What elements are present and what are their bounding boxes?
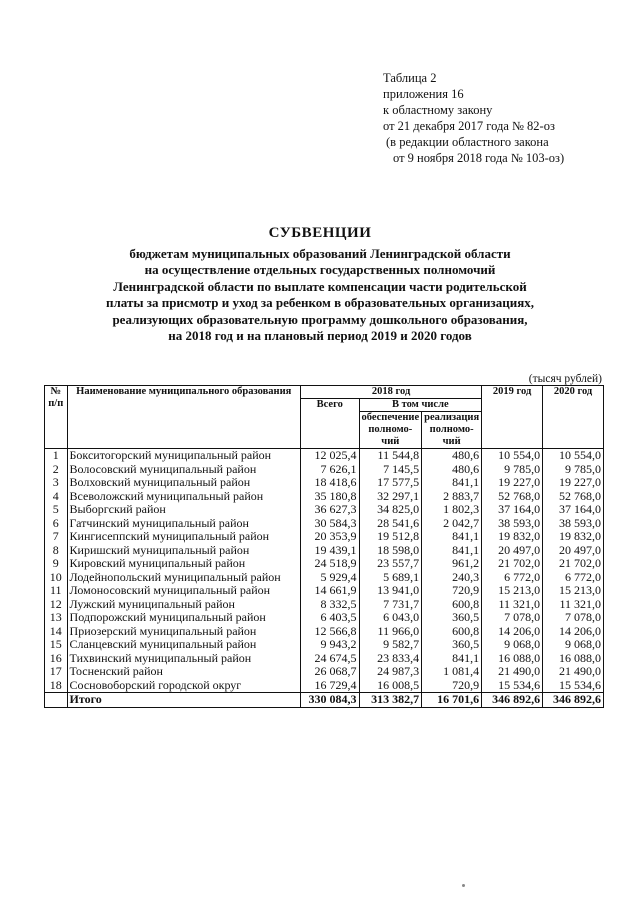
row-number: 15 xyxy=(45,638,68,652)
year-2019-cell: 16 088,0 xyxy=(482,652,543,666)
total-2018-cell: 14 661,9 xyxy=(300,584,359,598)
implementation-cell: 2 042,7 xyxy=(422,517,482,531)
year-2020-cell: 10 554,0 xyxy=(543,449,604,463)
total-2018-cell: 19 439,1 xyxy=(300,544,359,558)
implementation-cell: 2 883,7 xyxy=(422,490,482,504)
table-row xyxy=(45,476,604,490)
year-2020-cell: 9 068,0 xyxy=(543,638,604,652)
heading-line: платы за присмотр и уход за ребенком в образовательных организациях, xyxy=(106,295,534,310)
provision-cell: 7 145,5 xyxy=(359,463,422,477)
total-row xyxy=(45,693,604,708)
heading-line: Ленинградской области по выплате компенсации части родительской xyxy=(113,278,527,294)
year-2019-cell: 10 554,0 xyxy=(482,449,543,463)
year-2020-cell: 37 164,0 xyxy=(543,503,604,517)
header-year-2019: 2019 год xyxy=(482,386,543,449)
heading-line: бюджетам муниципальных образований Ленинградской области xyxy=(129,245,511,261)
table-row xyxy=(45,517,604,531)
provision-cell: 13 941,0 xyxy=(359,584,422,598)
total-2018-cell: 9 943,2 xyxy=(300,638,359,652)
row-number: 18 xyxy=(45,679,68,693)
implementation-cell: 1 802,3 xyxy=(422,503,482,517)
appendix-line: от 21 декабря 2017 года № 82-оз xyxy=(383,119,555,133)
heading-line: на 2018 год и на плановый период 2019 и 2020 годов xyxy=(168,328,472,343)
row-number: 11 xyxy=(45,584,68,598)
year-2019-cell: 9 068,0 xyxy=(482,638,543,652)
total-2020: 346 892,6 xyxy=(543,693,604,708)
table-row xyxy=(45,652,604,666)
provision-cell: 18 598,0 xyxy=(359,544,422,558)
year-2019-cell: 15 534,6 xyxy=(482,679,543,693)
implementation-cell: 1 081,4 xyxy=(422,665,482,679)
table-row xyxy=(45,557,604,571)
row-number: 16 xyxy=(45,652,68,666)
provision-cell: 11 544,8 xyxy=(359,449,422,463)
table-row xyxy=(45,638,604,652)
table-row xyxy=(45,665,604,679)
appendix-reference xyxy=(383,70,564,166)
year-2019-cell: 11 321,0 xyxy=(482,598,543,612)
year-2020-cell: 38 593,0 xyxy=(543,517,604,531)
table-row xyxy=(45,625,604,639)
year-2020-cell: 15 213,0 xyxy=(543,584,604,598)
year-2020-cell: 20 497,0 xyxy=(543,544,604,558)
year-2020-cell: 21 702,0 xyxy=(543,557,604,571)
header-implementation: реализация полномо-чий xyxy=(422,412,482,449)
implementation-cell: 480,6 xyxy=(422,449,482,463)
total-2018-cell: 24 518,9 xyxy=(300,557,359,571)
implementation-cell: 961,2 xyxy=(422,557,482,571)
row-number: 13 xyxy=(45,611,68,625)
year-2020-cell: 7 078,0 xyxy=(543,611,604,625)
total-2018-cell: 26 068,7 xyxy=(300,665,359,679)
municipality-name: Сланцевский муниципальный район xyxy=(67,638,300,652)
header-total: Всего xyxy=(300,399,359,449)
table-row xyxy=(45,584,604,598)
municipality-name: Волосовский муниципальный район xyxy=(67,463,300,477)
implementation-cell: 600,8 xyxy=(422,598,482,612)
municipality-name: Бокситогорский муниципальный район xyxy=(67,449,300,463)
year-2020-cell: 14 206,0 xyxy=(543,625,604,639)
implementation-cell: 240,3 xyxy=(422,571,482,585)
municipality-name: Приозерский муниципальный район xyxy=(67,625,300,639)
provision-cell: 7 731,7 xyxy=(359,598,422,612)
provision-cell: 11 966,0 xyxy=(359,625,422,639)
year-2020-cell: 9 785,0 xyxy=(543,463,604,477)
total-2018: 330 084,3 xyxy=(300,693,359,708)
appendix-line: к областному закону xyxy=(383,103,493,117)
municipality-name: Подпорожский муниципальный район xyxy=(67,611,300,625)
implementation-cell: 841,1 xyxy=(422,530,482,544)
year-2019-cell: 21 490,0 xyxy=(482,665,543,679)
year-2020-cell: 19 832,0 xyxy=(543,530,604,544)
table-row xyxy=(45,503,604,517)
year-2020-cell: 19 227,0 xyxy=(543,476,604,490)
table-row xyxy=(45,571,604,585)
table-row xyxy=(45,530,604,544)
header-including: В том числе xyxy=(359,399,482,412)
implementation-cell: 841,1 xyxy=(422,652,482,666)
total-2018-cell: 36 627,3 xyxy=(300,503,359,517)
header-provision: обеспечение полномо-чий xyxy=(359,412,422,449)
year-2020-cell: 21 490,0 xyxy=(543,665,604,679)
row-number: 8 xyxy=(45,544,68,558)
document-title: СУБВЕНЦИИ xyxy=(268,225,372,241)
subsidies-table xyxy=(44,385,604,708)
municipality-name: Кировский муниципальный район xyxy=(67,557,300,571)
implementation-cell: 720,9 xyxy=(422,679,482,693)
municipality-name: Всеволожский муниципальный район xyxy=(67,490,300,504)
municipality-name: Кингисеппский муниципальный район xyxy=(67,530,300,544)
provision-cell: 32 297,1 xyxy=(359,490,422,504)
municipality-name: Тосненский район xyxy=(67,665,300,679)
total-provision: 313 382,7 xyxy=(359,693,422,708)
total-2018-cell: 7 626,1 xyxy=(300,463,359,477)
row-number: 9 xyxy=(45,557,68,571)
table-row xyxy=(45,598,604,612)
table-row xyxy=(45,463,604,477)
municipality-name: Лужский муниципальный район xyxy=(67,598,300,612)
row-number: 4 xyxy=(45,490,68,504)
provision-cell: 9 582,7 xyxy=(359,638,422,652)
total-2018-cell: 6 403,5 xyxy=(300,611,359,625)
total-label: Итого xyxy=(67,693,300,708)
row-number: 7 xyxy=(45,530,68,544)
year-2019-cell: 20 497,0 xyxy=(482,544,543,558)
implementation-cell: 600,8 xyxy=(422,625,482,639)
year-2020-cell: 15 534,6 xyxy=(543,679,604,693)
implementation-cell: 360,5 xyxy=(422,638,482,652)
provision-cell: 16 008,5 xyxy=(359,679,422,693)
total-2018-cell: 30 584,3 xyxy=(300,517,359,531)
total-2018-cell: 12 025,4 xyxy=(300,449,359,463)
row-number: 17 xyxy=(45,665,68,679)
year-2020-cell: 11 321,0 xyxy=(543,598,604,612)
year-2020-cell: 52 768,0 xyxy=(543,490,604,504)
municipality-name: Тихвинский муниципальный район xyxy=(67,652,300,666)
provision-cell: 19 512,8 xyxy=(359,530,422,544)
year-2019-cell: 14 206,0 xyxy=(482,625,543,639)
table-body xyxy=(45,449,604,693)
municipality-name: Волховский муниципальный район xyxy=(67,476,300,490)
total-num-cell xyxy=(45,693,68,708)
year-2019-cell: 19 227,0 xyxy=(482,476,543,490)
implementation-cell: 720,9 xyxy=(422,584,482,598)
row-number: 5 xyxy=(45,503,68,517)
header-year-2020: 2020 год xyxy=(543,386,604,449)
scan-speck xyxy=(462,884,465,887)
row-number: 3 xyxy=(45,476,68,490)
municipality-name: Лодейнопольский муниципальный район xyxy=(67,571,300,585)
year-2019-cell: 52 768,0 xyxy=(482,490,543,504)
provision-cell: 23 833,4 xyxy=(359,652,422,666)
provision-cell: 6 043,0 xyxy=(359,611,422,625)
year-2019-cell: 15 213,0 xyxy=(482,584,543,598)
units-note: (тысяч рублей) xyxy=(528,373,602,385)
appendix-line: приложения 16 xyxy=(383,87,464,101)
provision-cell: 23 557,7 xyxy=(359,557,422,571)
appendix-line: Таблица 2 xyxy=(383,71,437,85)
appendix-line: (в редакции областного закона xyxy=(386,135,549,149)
appendix-line: от 9 ноября 2018 года № 103-оз) xyxy=(393,151,565,165)
year-2019-cell: 37 164,0 xyxy=(482,503,543,517)
table-row xyxy=(45,544,604,558)
provision-cell: 17 577,5 xyxy=(359,476,422,490)
municipality-name: Выборгский район xyxy=(67,503,300,517)
total-2018-cell: 20 353,9 xyxy=(300,530,359,544)
row-number: 14 xyxy=(45,625,68,639)
total-2018-cell: 5 929,4 xyxy=(300,571,359,585)
year-2019-cell: 7 078,0 xyxy=(482,611,543,625)
year-2019-cell: 6 772,0 xyxy=(482,571,543,585)
header-year-2018: 2018 год xyxy=(300,386,481,399)
provision-cell: 24 987,3 xyxy=(359,665,422,679)
year-2019-cell: 19 832,0 xyxy=(482,530,543,544)
provision-cell: 28 541,6 xyxy=(359,517,422,531)
municipality-name: Ломоносовский муниципальный район xyxy=(67,584,300,598)
row-number: 1 xyxy=(45,449,68,463)
implementation-cell: 841,1 xyxy=(422,544,482,558)
heading-line: на осуществление отдельных государственных полномочий xyxy=(144,262,496,277)
year-2020-cell: 6 772,0 xyxy=(543,571,604,585)
implementation-cell: 841,1 xyxy=(422,476,482,490)
total-implementation: 16 701,6 xyxy=(422,693,482,708)
municipality-name: Киришский муниципальный район xyxy=(67,544,300,558)
document-heading xyxy=(60,225,580,345)
provision-cell: 34 825,0 xyxy=(359,503,422,517)
row-number: 12 xyxy=(45,598,68,612)
table-row xyxy=(45,449,604,463)
table-row xyxy=(45,611,604,625)
year-2020-cell: 16 088,0 xyxy=(543,652,604,666)
total-2019: 346 892,6 xyxy=(482,693,543,708)
implementation-cell: 360,5 xyxy=(422,611,482,625)
row-number: 6 xyxy=(45,517,68,531)
header-name: Наименование муниципального образования xyxy=(67,386,300,449)
row-number: 10 xyxy=(45,571,68,585)
total-2018-cell: 24 674,5 xyxy=(300,652,359,666)
heading-line: реализующих образовательную программу дошкольного образования, xyxy=(112,311,528,327)
provision-cell: 5 689,1 xyxy=(359,571,422,585)
municipality-name: Сосновоборский городской округ xyxy=(67,679,300,693)
municipality-name: Гатчинский муниципальный район xyxy=(67,517,300,531)
total-2018-cell: 18 418,6 xyxy=(300,476,359,490)
table-row xyxy=(45,679,604,693)
total-2018-cell: 8 332,5 xyxy=(300,598,359,612)
total-2018-cell: 16 729,4 xyxy=(300,679,359,693)
year-2019-cell: 38 593,0 xyxy=(482,517,543,531)
year-2019-cell: 9 785,0 xyxy=(482,463,543,477)
year-2019-cell: 21 702,0 xyxy=(482,557,543,571)
header-num: № п/п xyxy=(45,386,68,449)
row-number: 2 xyxy=(45,463,68,477)
implementation-cell: 480,6 xyxy=(422,463,482,477)
total-2018-cell: 35 180,8 xyxy=(300,490,359,504)
total-2018-cell: 12 566,8 xyxy=(300,625,359,639)
table-row xyxy=(45,490,604,504)
